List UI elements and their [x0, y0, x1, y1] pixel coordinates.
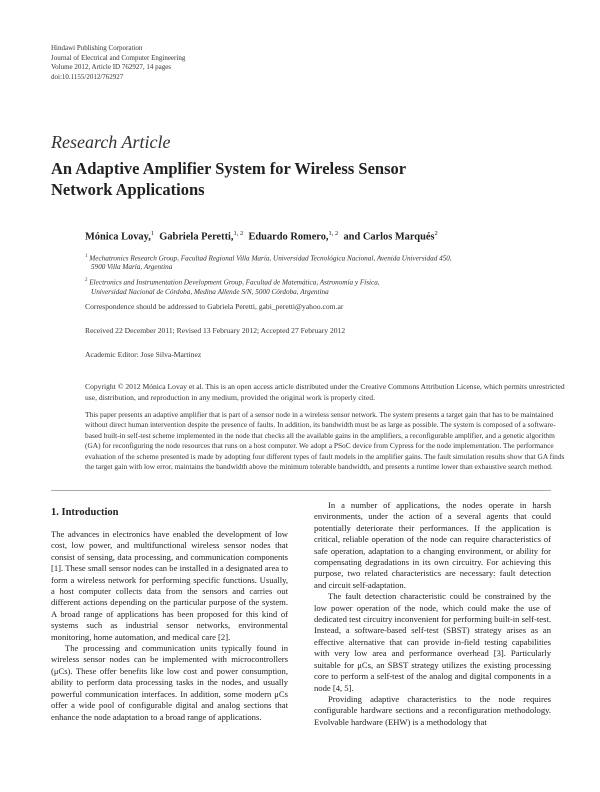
paragraph: The processing and communication units typically found in wireless sensor nodes can be implemented with microcontrollers (μCs). These offer benefits like low cost and power consumption, ability to perform data processing tasks in the nodes, and usually powerful communication interfaces. In addition, some modern μCs offer a wide pool of configurable digital and analog sections that enhance the node adaptation to a broad range of applications.: [51, 643, 288, 722]
article-type: Research Article: [51, 132, 171, 152]
author-affil-mark: 1, 2: [328, 230, 339, 237]
paragraph: The advances in electronics have enabled the development of low cost, low power, and multifunctional wireless sensor nodes that consist of sensing, data processing, and communication components [1]. These small sensor nodes can be installed in a designated area to form a wireless network for performing specific functions. Usually, a host computer collects data from the sensors and carries out different actions depending on the particular purpose of the system. A broad range of applications has been proposed for this kind of systems such as industrial sensor networks, environmental monitoring, home automation, and medical care [2].: [51, 529, 288, 642]
correspondence: Correspondence should be addressed to Gabriela Peretti, gabi_peretti@yahoo.com.ar: [85, 302, 344, 311]
academic-editor: Academic Editor: Jose Silva-Martinez: [85, 350, 202, 359]
affiliation-1-cont: 5900 Villa María, Argentina: [91, 263, 173, 271]
right-column: [314, 500, 551, 728]
doi: doi:10.1155/2012/762927: [51, 72, 124, 81]
affiliation-number: 1: [85, 254, 88, 259]
paper-title: An Adaptive Amplifier System for Wireless Sensor Network Applications: [51, 159, 406, 199]
paragraph: Providing adaptive characteristics to the node requires configurable hardware sections and a reconfiguration methodology. Evolvable hardware (EHW) is a methodology that: [314, 693, 551, 727]
abstract: This paper presents an adaptive amplifier that is part of a sensor node in a wireless sensor network. The system presents a target gain that has to be maintained without direct human intervention despite the presence of faults. In addition, its bandwidth must be as large as possible. The system is composed of a software-based built-in self-test scheme implemented in the node that checks all the available gains in the amplifiers, a reconfigurable amplifier, and a genetic algorithm (GA) for reconfiguring the node resources that runs on a host computer. We adopt a PSoC device from Cypress for the node implementation. The performance evaluation of the scheme presented is made by adopting four different types of fault models in the amplifier gains. The fault simulation results show that GA finds the target gain with low error, maintains the bandwidth above the minimum tolerable bandwidth, and presents a runtime lower than exhaustive search method.: [85, 410, 565, 472]
affiliation-text: Mechatronics Research Group, Facultad Regional Villa María, Universidad Tecnológica Nacional, Avenida Universidad 450,: [89, 254, 452, 263]
author-list: [85, 230, 438, 242]
section-divider: [51, 490, 551, 491]
volume-info: Volume 2012, Article ID 762927, 14 pages: [51, 63, 172, 72]
author-affil-mark: 1: [150, 230, 155, 237]
publisher-name: Hindawi Publishing Corporation: [51, 44, 143, 52]
left-column: [51, 500, 288, 723]
author-affil-mark: 1, 2: [233, 230, 244, 237]
affiliation-text: Electronics and Instrumentation Development Group, Facultad de Matemática, Astronomía y Física,: [89, 278, 380, 287]
affiliation-number: 2: [85, 278, 88, 283]
author-name: Eduardo Romero,: [248, 231, 329, 243]
copyright-notice: Copyright © 2012 Mónica Lovay et al. This is an open access article distributed under the Creative Commons Attribution License, which permits unrestricted use, distribution, and reproduction in any medium, provided the original work is properly cited.: [85, 382, 565, 402]
author-name: and Carlos Marqués: [343, 231, 435, 243]
affiliation-2-cont: Universidad Nacional de Córdoba, Medina Allende S/N, 5000 Córdoba, Argentina: [91, 287, 329, 296]
publisher-info: [51, 44, 185, 82]
paragraph: The fault detection characteristic could be constrained by the low power operation of the node, which could make the use of dedicated test circuitry inconvenient for performing built-in self-test. Instead, a software-based self-test (SBST) strategy arises as an effective alternative that can provide in-field testing capabilities with very low area and performance overhead [3]. Particularly suitable for μCs, an SBST strategy utilizes the existing processing core to perform a self-test of the analog and digital components in a node [4, 5].: [314, 591, 551, 693]
received-dates: Received 22 December 2011; Revised 13 February 2012; Accepted 27 February 2012: [85, 326, 346, 335]
journal-name: Journal of Electrical and Computer Engineering: [51, 53, 186, 62]
author-name: Gabriela Peretti,: [159, 231, 234, 243]
paragraph: In a number of applications, the nodes operate in harsh environments, under the action of a several agents that could potentially deteriorate their performances. If the application is critical, reliable operation of the node can require characteristics of safe operation, adaptation to a changing environment, or ability for compensating degradations in its own circuitry. For achieving this purpose, two related characteristics are necessary: fault detection and circuit self-adaptation.: [314, 500, 551, 590]
author-affil-mark: 2: [434, 230, 438, 237]
section-heading: 1. Introduction: [51, 507, 119, 518]
author-name: Mónica Lovay,: [85, 231, 151, 243]
